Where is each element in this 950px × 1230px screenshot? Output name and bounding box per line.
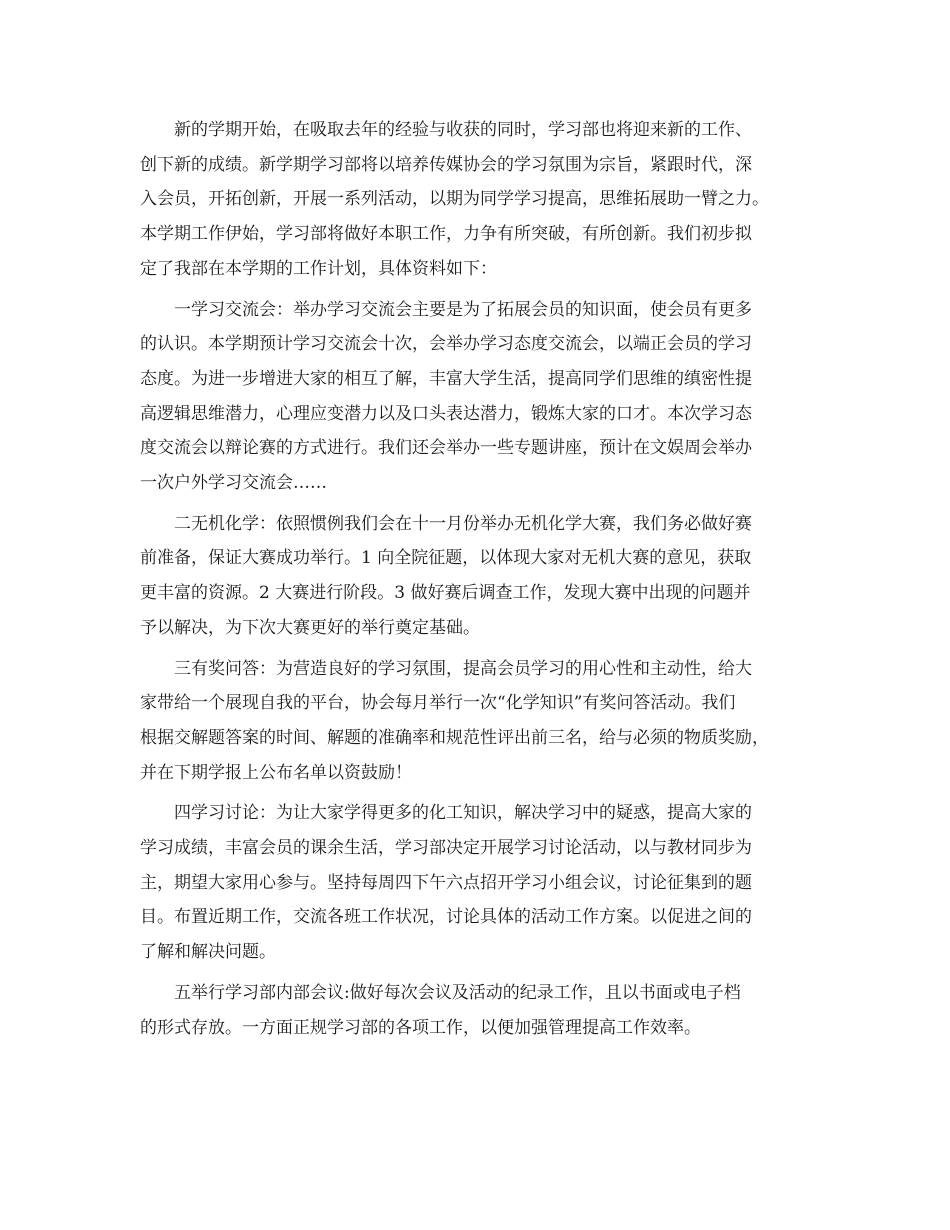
- text-line: 了解和解决问题。: [140, 942, 276, 963]
- text-line: 学习成绩，丰富会员的课余生活，学习部决定开展学习讨论活动，以与教材同步为: [140, 838, 752, 859]
- paragraph-study-discussion: [140, 796, 820, 970]
- paragraph-quiz: [140, 652, 820, 791]
- text-line: 高逻辑思维潜力，心理应变潜力以及口头表达潜力，锻炼大家的口才。本次学习态: [140, 403, 752, 424]
- text-line: 度交流会以辩论赛的方式进行。我们还会举办一些专题讲座，预计在文娱周会举办: [140, 438, 752, 459]
- text-line: 的形式存放。一方面正规学习部的各项工作，以便加强管理提高工作效率。: [140, 1017, 701, 1038]
- text-line: 五举行学习部内部会议:做好每次会议及活动的纪录工作，且以书面或电子档: [174, 982, 741, 1003]
- text-line: 定了我部在本学期的工作计划，具体资料如下：: [140, 258, 497, 279]
- text-line: 主，期望大家用心参与。坚持每周四下午六点招开学习小组会议，讨论征集到的题: [140, 872, 752, 893]
- text-line: 四学习讨论：为让大家学得更多的化工知识，解决学习中的疑惑，提高大家的: [174, 803, 752, 824]
- text-line: 一次户外学习交流会……: [140, 473, 327, 494]
- text-line: 目。布置近期工作，交流各班工作状况，讨论具体的活动工作方案。以促进之间的: [140, 907, 752, 928]
- document-body: [140, 113, 820, 1051]
- text-line: 新的学期开始，在吸取去年的经验与收获的同时，学习部也将迎来新的工作、: [174, 120, 752, 140]
- paragraph-intro: [140, 113, 820, 287]
- paragraph-study-exchange: [140, 293, 820, 501]
- text-line: 并在下期学报上公布名单以资鼓励！: [140, 762, 412, 783]
- text-line: 态度。为进一步增进大家的相互了解，丰富大学生活，提高同学们思维的缜密性提: [140, 368, 752, 389]
- paragraph-inorganic-chemistry: [140, 507, 820, 646]
- paragraph-internal-meeting: [140, 976, 820, 1045]
- text-line: 二无机化学：依照惯例我们会在十一月份举办无机化学大赛，我们务必做好赛: [174, 513, 752, 534]
- text-line: 更丰富的资源。2 大赛进行阶段。3 做好赛后调查工作，发现大赛中出现的问题并: [140, 583, 751, 604]
- text-line: 前准备，保证大赛成功举行。1 向全院征题，以体现大家对无机大赛的意见，获取: [140, 548, 752, 569]
- text-line: 的认识。本学期预计学习交流会十次，会举办学习态度交流会，以端正会员的学习: [140, 334, 752, 355]
- text-line: 根据交解题答案的时间、解题的准确率和规范性评出前三名，给与必须的物质奖励，: [140, 727, 769, 748]
- text-line: 一学习交流会：举办学习交流会主要是为了拓展会员的知识面，使会员有更多: [174, 299, 752, 320]
- text-line: 入会员，开拓创新，开展一系列活动，以期为同学学习提高，思维拓展助一臂之力。: [140, 189, 769, 210]
- text-line: 予以解决，为下次大赛更好的举行奠定基础。: [140, 617, 480, 638]
- text-line: 创下新的成绩。新学期学习部将以培养传媒协会的学习氛围为宗旨，紧跟时代，深: [140, 154, 752, 175]
- text-line: 三有奖问答：为营造良好的学习氛围，提高会员学习的用心性和主动性，给大: [174, 658, 752, 679]
- text-line: 本学期工作伊始，学习部将做好本职工作，力争有所突破，有所创新。我们初步拟: [140, 224, 752, 245]
- text-line: 家带给一个展现自我的平台，协会每月举行一次“化学知识”有奖问答活动。我们: [140, 693, 736, 714]
